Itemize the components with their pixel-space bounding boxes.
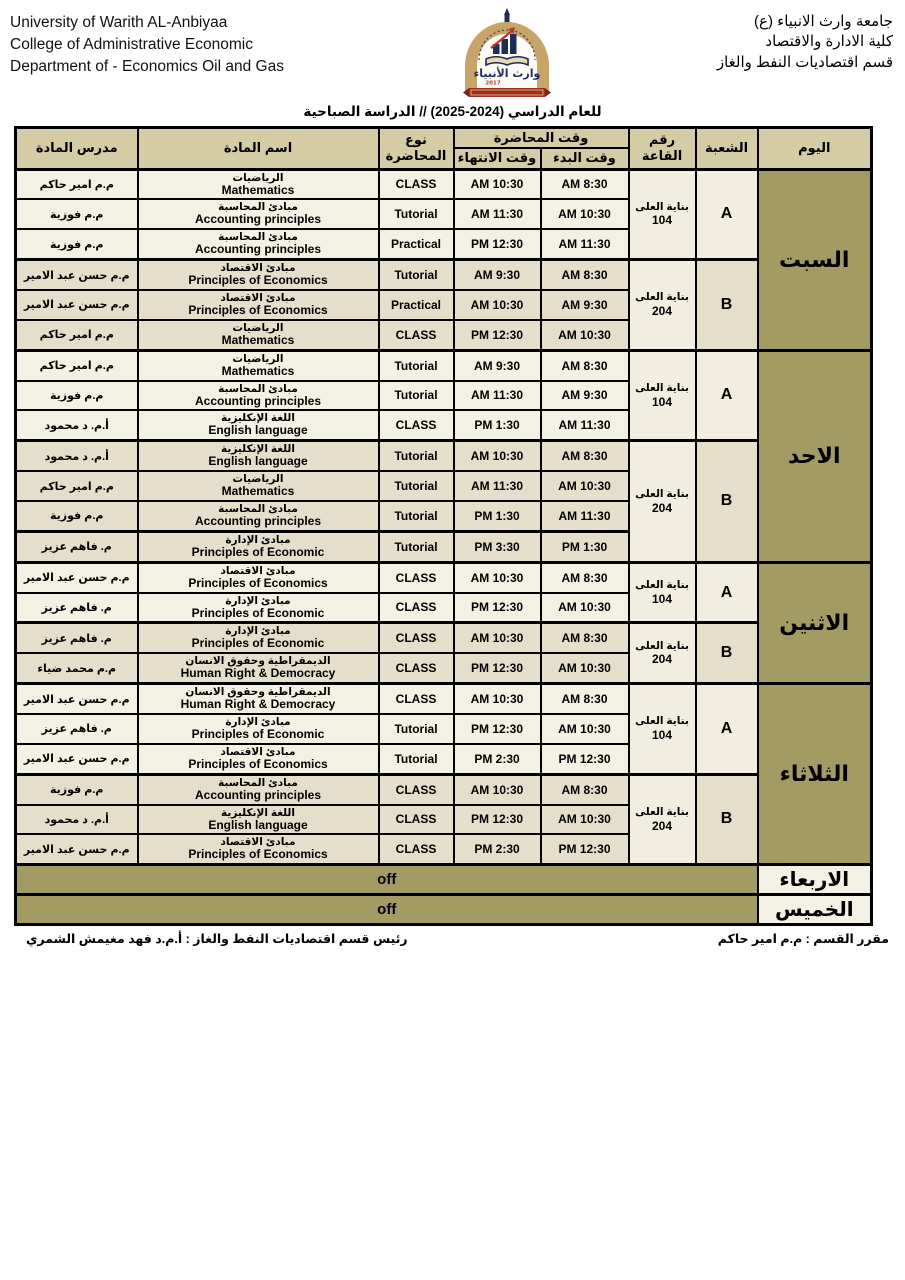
instructor-cell: أ.م. د محمود (16, 805, 138, 835)
logo-calligraphy: وارث الأنبياء (473, 67, 540, 80)
subject-cell: مبادئ المحاسبة Accounting principles (138, 229, 379, 259)
lecture-type-cell: CLASS (379, 774, 454, 804)
end-time-cell: 12:30 PM (454, 320, 541, 350)
subject-cell: مبادئ الاقتصاد Principles of Economics (138, 290, 379, 320)
end-time-cell: 10:30 AM (454, 562, 541, 592)
end-time-cell: 12:30 PM (454, 653, 541, 683)
end-time-cell: 9:30 AM (454, 260, 541, 290)
end-time-cell: 12:30 PM (454, 229, 541, 259)
start-time-cell: 8:30 AM (541, 684, 629, 714)
section-cell: A (696, 350, 758, 441)
subject-cell: مبادئ الاقتصاد Principles of Economics (138, 744, 379, 774)
lecture-type-cell: Practical (379, 290, 454, 320)
day-cell: الثلاثاء (758, 684, 872, 865)
end-time-cell: 10:30 AM (454, 290, 541, 320)
subject-cell: الرياضيات Mathematics (138, 169, 379, 199)
start-time-cell: 10:30 AM (541, 593, 629, 623)
start-time-cell: 10:30 AM (541, 805, 629, 835)
instructor-cell: م. فاهم عزيز (16, 714, 138, 744)
instructor-cell: م.م امير حاكم (16, 169, 138, 199)
subject-cell: مبادئ المحاسبة Accounting principles (138, 501, 379, 531)
end-time-cell: 11:30 AM (454, 199, 541, 229)
day-cell: السبت (758, 169, 872, 350)
start-time-cell: 8:30 AM (541, 350, 629, 380)
english-address (10, 8, 355, 78)
subject-cell: مبادئ الإدارة Principles of Economic (138, 623, 379, 653)
lecture-type-cell: CLASS (379, 410, 454, 440)
university-emblem-icon (455, 8, 559, 104)
lecture-type-cell: CLASS (379, 562, 454, 592)
start-time-cell: 12:30 PM (541, 744, 629, 774)
lecture-type-cell: Tutorial (379, 744, 454, 774)
lecture-type-cell: Tutorial (379, 199, 454, 229)
subject-cell: الرياضيات Mathematics (138, 471, 379, 501)
end-time-cell: 9:30 AM (454, 350, 541, 380)
instructor-cell: م. فاهم عزيز (16, 623, 138, 653)
lecture-type-cell: Tutorial (379, 501, 454, 531)
start-time-cell: 8:30 AM (541, 623, 629, 653)
subject-cell: مبادئ الاقتصاد Principles of Economics (138, 562, 379, 592)
end-time-cell: 2:30 PM (454, 744, 541, 774)
start-time-cell: 8:30 AM (541, 562, 629, 592)
start-time-cell: 10:30 AM (541, 653, 629, 683)
timetable-row (16, 562, 872, 592)
end-time-cell: 10:30 AM (454, 623, 541, 653)
subject-cell: مبادئ الإدارة Principles of Economic (138, 714, 379, 744)
off-day-row (16, 865, 872, 895)
day-cell: الاحد (758, 350, 872, 562)
section-cell: B (696, 774, 758, 865)
start-time-cell: 8:30 AM (541, 774, 629, 804)
room-cell: بناية العلى 204 (629, 623, 696, 684)
instructor-cell: م.م امير حاكم (16, 350, 138, 380)
start-time-cell: 10:30 AM (541, 320, 629, 350)
instructor-cell: م.م فوزية (16, 229, 138, 259)
section-cell: A (696, 562, 758, 623)
lecture-type-cell: Tutorial (379, 714, 454, 744)
ribbon-banner (463, 88, 551, 97)
start-time-cell: 8:30 AM (541, 260, 629, 290)
day-cell: الخميس (758, 895, 872, 925)
subject-cell: اللغة الإنكليزية English language (138, 441, 379, 471)
column-header-lecture-time: وقت المحاضرة (454, 128, 629, 149)
column-header-type: نوع المحاضرة (379, 128, 454, 170)
column-header-end-time: وقت الانتهاء (454, 148, 541, 169)
subject-cell: الرياضيات Mathematics (138, 320, 379, 350)
subject-cell: مبادئ المحاسبة Accounting principles (138, 381, 379, 411)
end-time-cell: 1:30 PM (454, 501, 541, 531)
subject-cell: مبادئ الاقتصاد Principles of Economics (138, 834, 379, 864)
end-time-cell: 11:30 AM (454, 381, 541, 411)
lecture-type-cell: Tutorial (379, 441, 454, 471)
timetable-row (16, 441, 872, 471)
arabic-address-line-1: جامعة وارث الانبياء (ع) (754, 13, 893, 30)
instructor-cell: م.م حسن عبد الامير (16, 290, 138, 320)
instructor-cell: م.م حسن عبد الامير (16, 260, 138, 290)
lecture-type-cell: Practical (379, 229, 454, 259)
start-time-cell: 11:30 AM (541, 229, 629, 259)
timetable-header (16, 128, 872, 170)
instructor-cell: أ.م. د محمود (16, 410, 138, 440)
end-time-cell: 1:30 PM (454, 410, 541, 440)
subject-cell: مبادئ الإدارة Principles of Economic (138, 531, 379, 562)
lecture-type-cell: CLASS (379, 653, 454, 683)
room-cell: بناية العلى 104 (629, 562, 696, 623)
instructor-cell: م.م فوزية (16, 381, 138, 411)
start-time-cell: 12:30 PM (541, 834, 629, 864)
instructor-cell: م.م امير حاكم (16, 471, 138, 501)
instructor-cell: م.م حسن عبد الامير (16, 744, 138, 774)
timetable-row (16, 774, 872, 804)
logo-year: 2017 (484, 80, 501, 87)
subject-cell: مبادئ الإدارة Principles of Economic (138, 593, 379, 623)
start-time-cell: 9:30 AM (541, 381, 629, 411)
instructor-cell: م.م حسن عبد الامير (16, 684, 138, 714)
timetable-body (16, 169, 872, 925)
off-cell: off (16, 865, 758, 895)
instructor-cell: م.م حسن عبد الامير (16, 562, 138, 592)
page-header (0, 0, 905, 100)
instructor-cell: م.م فوزية (16, 199, 138, 229)
footer-head-of-department: رئيس قسم اقتصاديات النفط والغاز : أ.م.د فهد مغيمش الشمري (26, 932, 408, 947)
room-cell: بناية العلى 104 (629, 169, 696, 260)
timetable-row (16, 623, 872, 653)
end-time-cell: 10:30 AM (454, 684, 541, 714)
room-cell: بناية العلى 204 (629, 441, 696, 562)
section-cell: B (696, 260, 758, 351)
english-address-line-1: University of Warith AL-Anbiyaa (10, 14, 228, 31)
lecture-type-cell: Tutorial (379, 381, 454, 411)
instructor-cell: م. فاهم عزيز (16, 593, 138, 623)
column-header-instructor: مدرس المادة (16, 128, 138, 170)
page-footer (0, 926, 905, 946)
instructor-cell: م. فاهم عزيز (16, 531, 138, 562)
end-time-cell: 12:30 PM (454, 593, 541, 623)
subject-cell: الديمقراطية وحقوق الانسان Human Right & Democracy (138, 684, 379, 714)
lecture-type-cell: CLASS (379, 320, 454, 350)
start-time-cell: 8:30 AM (541, 169, 629, 199)
lecture-type-cell: Tutorial (379, 471, 454, 501)
room-cell: بناية العلى 104 (629, 350, 696, 441)
university-logo (452, 8, 562, 104)
arabic-address (658, 8, 893, 73)
instructor-cell: م.م امير حاكم (16, 320, 138, 350)
end-time-cell: 2:30 PM (454, 834, 541, 864)
start-time-cell: 10:30 AM (541, 471, 629, 501)
subject-cell: الديمقراطية وحقوق الانسان Human Right & Democracy (138, 653, 379, 683)
section-cell: B (696, 623, 758, 684)
page-title: للعام الدراسي (2024-2025) // الدراسة الصباحية (303, 104, 602, 119)
instructor-cell: م.م محمد ضياء (16, 653, 138, 683)
subject-cell: مبادئ المحاسبة Accounting principles (138, 774, 379, 804)
instructor-cell: م.م فوزية (16, 501, 138, 531)
arabic-address-line-2: كلية الادارة والاقتصاد (765, 33, 893, 51)
instructor-cell: م.م فوزية (16, 774, 138, 804)
footer-coordinator: مقرر القسم : م.م امير حاكم (717, 932, 889, 947)
start-time-cell: 10:30 AM (541, 199, 629, 229)
lecture-type-cell: CLASS (379, 169, 454, 199)
room-cell: بناية العلى 104 (629, 684, 696, 775)
lecture-type-cell: Tutorial (379, 260, 454, 290)
instructor-cell: م.م حسن عبد الامير (16, 834, 138, 864)
lecture-type-cell: CLASS (379, 593, 454, 623)
subject-cell: اللغة الإنكليزية English language (138, 805, 379, 835)
section-cell: A (696, 684, 758, 775)
day-cell: الاربعاء (758, 865, 872, 895)
column-header-start-time: وقت البدء (541, 148, 629, 169)
start-time-cell: 11:30 AM (541, 501, 629, 531)
column-header-section: الشعبة (696, 128, 758, 170)
off-day-row (16, 895, 872, 925)
off-cell: off (16, 895, 758, 925)
timetable-row (16, 169, 872, 199)
end-time-cell: 3:30 PM (454, 531, 541, 562)
lecture-type-cell: Tutorial (379, 350, 454, 380)
start-time-cell: 1:30 PM (541, 531, 629, 562)
timetable-row (16, 260, 872, 290)
end-time-cell: 11:30 AM (454, 471, 541, 501)
room-cell: بناية العلى 204 (629, 774, 696, 865)
end-time-cell: 12:30 PM (454, 714, 541, 744)
lecture-type-cell: Tutorial (379, 531, 454, 562)
lecture-type-cell: CLASS (379, 805, 454, 835)
section-cell: A (696, 169, 758, 260)
end-time-cell: 10:30 AM (454, 441, 541, 471)
subject-cell: مبادئ المحاسبة Accounting principles (138, 199, 379, 229)
column-header-room: رقم القاعة (629, 128, 696, 170)
timetable-row (16, 350, 872, 380)
subject-cell: مبادئ الاقتصاد Principles of Economics (138, 260, 379, 290)
english-address-line-3: Department of - Economics Oil and Gas (10, 58, 284, 75)
lecture-type-cell: CLASS (379, 684, 454, 714)
start-time-cell: 9:30 AM (541, 290, 629, 320)
section-cell: B (696, 441, 758, 562)
end-time-cell: 10:30 AM (454, 774, 541, 804)
start-time-cell: 8:30 AM (541, 441, 629, 471)
subject-cell: اللغة الإنكليزية English language (138, 410, 379, 440)
column-header-subject: اسم المادة (138, 128, 379, 170)
timetable (14, 126, 873, 926)
start-time-cell: 11:30 AM (541, 410, 629, 440)
start-time-cell: 10:30 AM (541, 714, 629, 744)
english-address-line-2: College of Administrative Economic (10, 36, 253, 53)
end-time-cell: 12:30 PM (454, 805, 541, 835)
instructor-cell: أ.م. د محمود (16, 441, 138, 471)
column-header-day: اليوم (758, 128, 872, 170)
lecture-type-cell: CLASS (379, 834, 454, 864)
arabic-address-line-3: قسم اقتصاديات النفط والغاز (716, 53, 893, 71)
timetable-row (16, 684, 872, 714)
end-time-cell: 10:30 AM (454, 169, 541, 199)
subject-cell: الرياضيات Mathematics (138, 350, 379, 380)
room-cell: بناية العلى 204 (629, 260, 696, 351)
day-cell: الاثنين (758, 562, 872, 683)
lecture-type-cell: CLASS (379, 623, 454, 653)
